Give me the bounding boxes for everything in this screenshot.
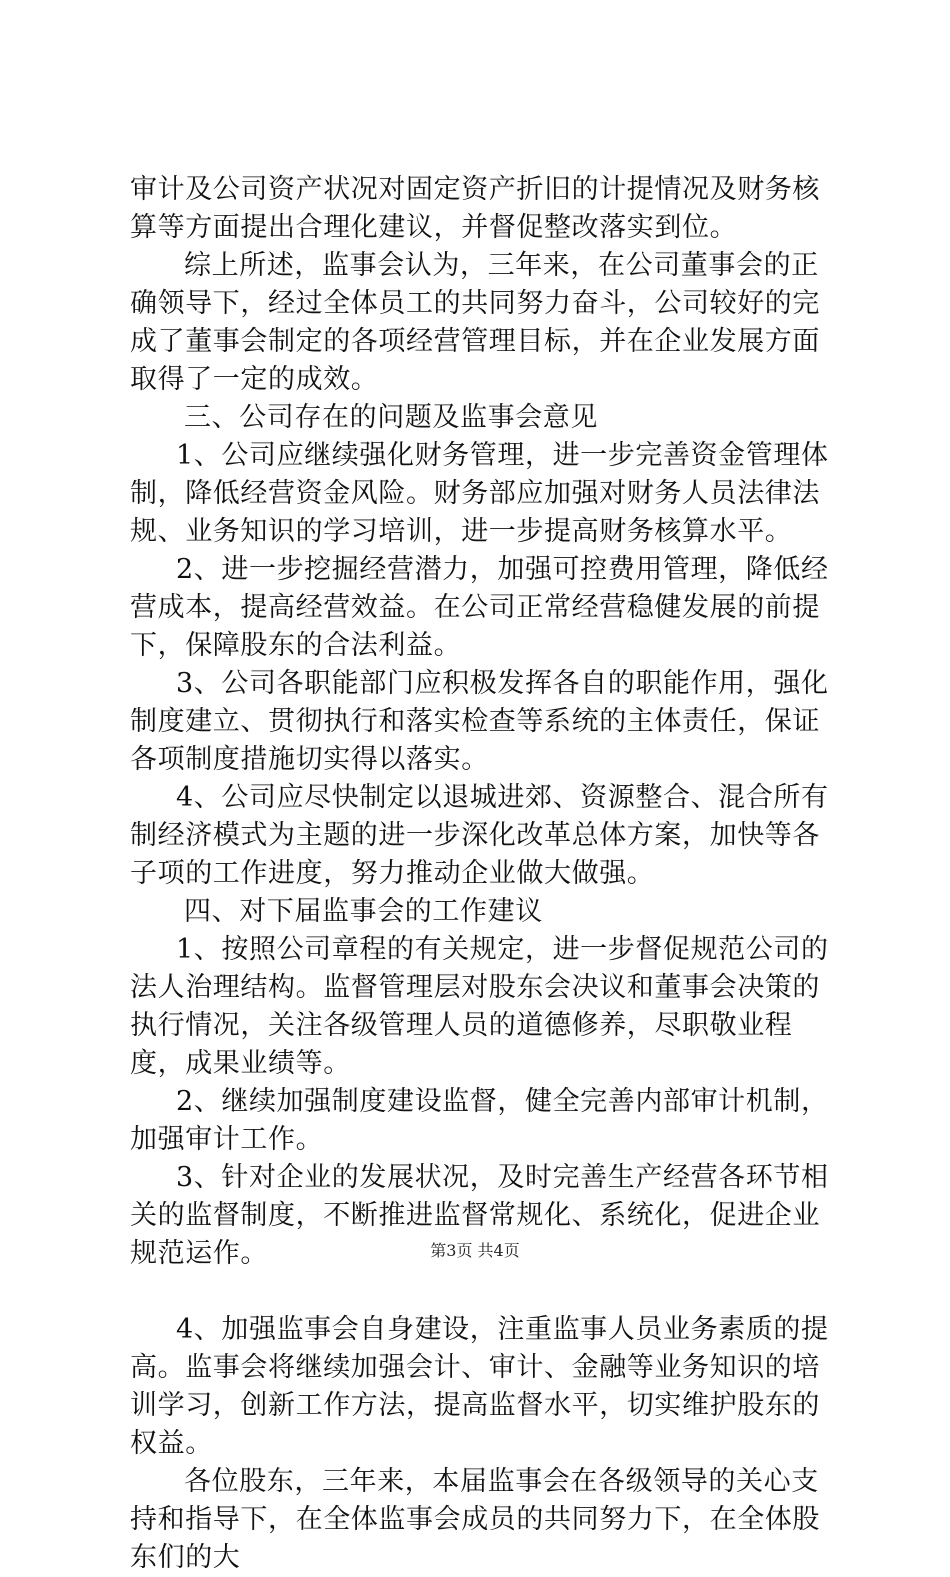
section-heading-problems: 三、公司存在的问题及监事会意见 <box>184 402 598 433</box>
paragraph-summary: 综上所述，监事会认为，三年来，在公司董事会的正确领导下，经过全体员工的共同努力奋斗，公司较好的完成了董事会制定的各项经营管理目标，并在企业发展方面取得了一定的成效。 <box>130 250 820 395</box>
suggestion-item-2: 2、继续加强制度建设监督，健全完善内部审计机制，加强审计工作。 <box>130 1086 829 1155</box>
problem-item-3: 3、公司各职能部门应积极发挥各自的职能作用，强化制度建立、贯彻执行和落实检查等系统的主体责任，保证各项制度措施切实得以落实。 <box>130 668 829 775</box>
paragraph-continuation: 审计及公司资产状况对固定资产折旧的计提情况及财务核算等方面提出合理化建议，并督促整改落实到位。 <box>130 174 820 243</box>
paragraph-closing: 各位股东，三年来，本届监事会在各级领导的关心支持和指导下，在全体监事会成员的共同努力下，在全体股东们的大 <box>130 1466 820 1573</box>
suggestion-item-1: 1、按照公司章程的有关规定，进一步督促规范公司的法人治理结构。监督管理层对股东会决议和董事会决策的执行情况，关注各级管理人员的道德修养，尽职敬业程度，成果业绩等。 <box>130 934 829 1079</box>
page-number-footer: 第3页 共4页 <box>430 1241 520 1260</box>
suggestion-item-4: 4、加强监事会自身建设，注重监事人员业务素质的提高。监事会将继续加强会计、审计、金融等业务知识的培训学习，创新工作方法，提高监督水平，切实维护股东的权益。 <box>130 1314 829 1459</box>
problem-item-1: 1、公司应继续强化财务管理，进一步完善资金管理体制，降低经营资金风险。财务部应加强对财务人员法律法规、业务知识的学习培训，进一步提高财务核算水平。 <box>130 440 829 547</box>
problem-item-2: 2、进一步挖掘经营潜力，加强可控费用管理，降低经营成本，提高经营效益。在公司正常经营稳健发展的前提下，保障股东的合法利益。 <box>130 554 829 661</box>
document-body <box>130 171 830 1577</box>
problem-item-4: 4、公司应尽快制定以退城进郊、资源整合、混合所有制经济模式为主题的进一步深化改革总体方案，加快等各子项的工作进度，努力推动企业做大做强。 <box>130 782 829 889</box>
suggestion-item-3: 3、针对企业的发展状况，及时完善生产经营各环节相关的监督制度，不断推进监督常规化、系统化，促进企业规范运作。 <box>130 1162 829 1269</box>
section-heading-suggestions: 四、对下届监事会的工作建议 <box>184 896 543 927</box>
